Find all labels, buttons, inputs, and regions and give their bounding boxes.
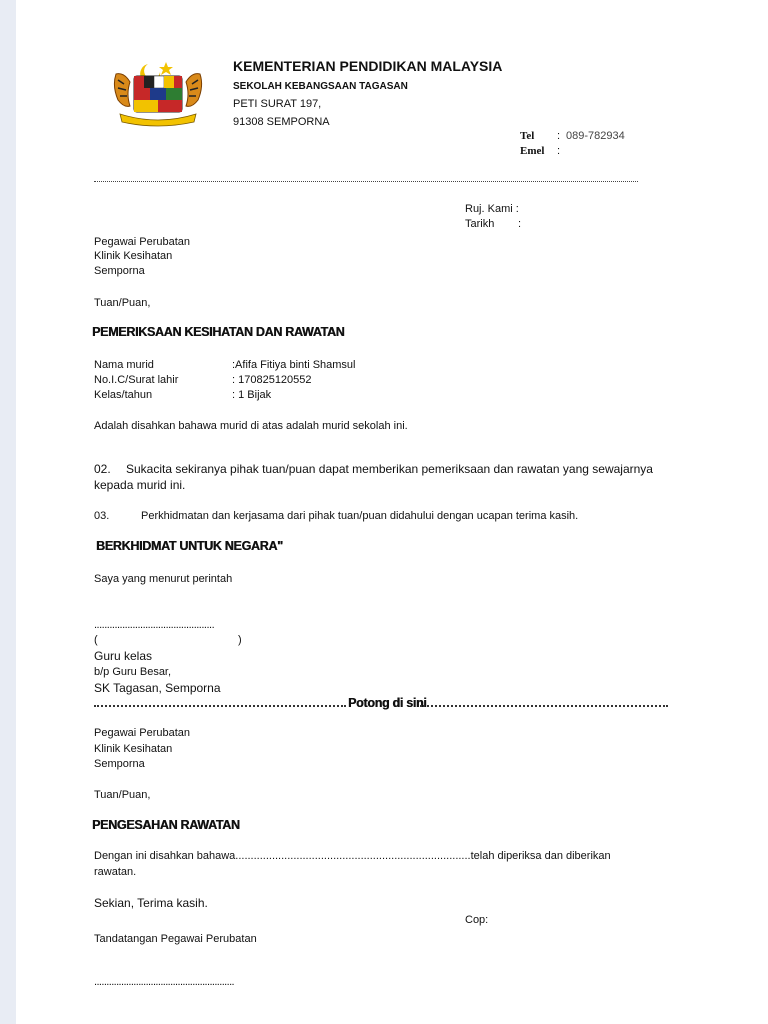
cut-line-right xyxy=(420,705,668,707)
student-ic-value: : 170825120552 xyxy=(232,374,312,386)
paragraph-2-text: Sukacita sekiranya pihak tuan/puan dapat memberikan pemeriksaan dan rawatan yang sewajarnya xyxy=(126,462,653,476)
tarikh-colon: : xyxy=(518,218,522,230)
address-line-2: 91308 SEMPORNA xyxy=(233,116,330,128)
name-paren-close: ) xyxy=(238,634,242,646)
email-colon: : xyxy=(557,145,561,157)
salutation-2: Tuan/Puan, xyxy=(94,789,151,801)
treatment-confirmation-continuation: rawatan. xyxy=(94,866,137,878)
tel-label: Tel xyxy=(520,130,535,142)
student-class-label: Kelas/tahun xyxy=(94,389,153,401)
address-line-1: PETI SURAT 197, xyxy=(233,98,322,110)
recipient-line-1: Pegawai Perubatan xyxy=(94,236,191,248)
name-paren-open: ( xyxy=(94,634,98,646)
tel-value: 089-782934 xyxy=(566,130,625,142)
stamp-label: Cop: xyxy=(465,914,489,926)
student-name-value: :Afifa Fitiya binti Shamsul xyxy=(232,359,356,371)
confirmation-statement: Adalah disahkan bahawa murid di atas adalah murid sekolah ini. xyxy=(94,420,408,432)
coat-of-arms-logo xyxy=(110,56,206,128)
paragraph-2-continuation: kepada murid ini. xyxy=(94,478,186,492)
subject-heading-2: PENGESAHAN RAWATAN xyxy=(92,818,240,832)
cut-line-left xyxy=(94,705,346,707)
recipient2-line-3: Semporna xyxy=(94,758,145,770)
tel-colon: : xyxy=(557,130,561,142)
ministry-name: KEMENTERIAN PENDIDIKAN MALAYSIA xyxy=(233,58,503,74)
subject-heading: PEMERIKSAAN KESIHATAN DAN RAWATAN xyxy=(92,325,345,339)
motto: BERKHIDMAT UNTUK NEGARA" xyxy=(96,539,283,553)
recipient-line-2: Klinik Kesihatan xyxy=(94,250,173,262)
student-name-label: Nama murid xyxy=(94,359,154,371)
recipient-line-3: Semporna xyxy=(94,265,145,277)
letter-page xyxy=(16,0,768,1024)
student-class-value: : 1 Bijak xyxy=(232,389,272,401)
doctor-signature-label: Tandatangan Pegawai Perubatan xyxy=(94,933,257,945)
recipient2-line-2: Klinik Kesihatan xyxy=(94,743,173,755)
school-name: SEKOLAH KEBANGSAAN TAGASAN xyxy=(233,81,408,92)
ruj-kami-label: Ruj. Kami : xyxy=(465,203,519,215)
salutation: Tuan/Puan, xyxy=(94,297,151,309)
recipient2-line-1: Pegawai Perubatan xyxy=(94,727,191,739)
signatory-on-behalf: b/p Guru Besar, xyxy=(94,666,172,678)
doctor-signature-dots: ......................................................... xyxy=(94,976,235,988)
closing-phrase: Saya yang menurut perintah xyxy=(94,573,233,585)
email-label: Emel xyxy=(520,145,545,157)
closing-thanks: Sekian, Terima kasih. xyxy=(94,896,208,910)
paragraph-3-number: 03. xyxy=(94,510,110,522)
treatment-confirmation-text: Dengan ini disahkan bahawa.............................................................................telah diperiksa dan diberikan xyxy=(94,850,611,862)
paragraph-3-text: Perkhidmatan dan kerjasama dari pihak tuan/puan didahului dengan ucapan terima kasih. xyxy=(141,510,579,522)
signatory-role: Guru kelas xyxy=(94,649,153,663)
student-ic-label: No.I.C/Surat lahir xyxy=(94,374,179,386)
school-signoff: SK Tagasan, Semporna xyxy=(94,681,221,695)
paragraph-2-number: 02. xyxy=(94,462,111,476)
tarikh-label: Tarikh xyxy=(465,218,495,230)
header-divider xyxy=(94,181,638,182)
cut-here-label: Potong di sini xyxy=(348,696,427,710)
signature-dots: ............................................... xyxy=(94,619,215,631)
